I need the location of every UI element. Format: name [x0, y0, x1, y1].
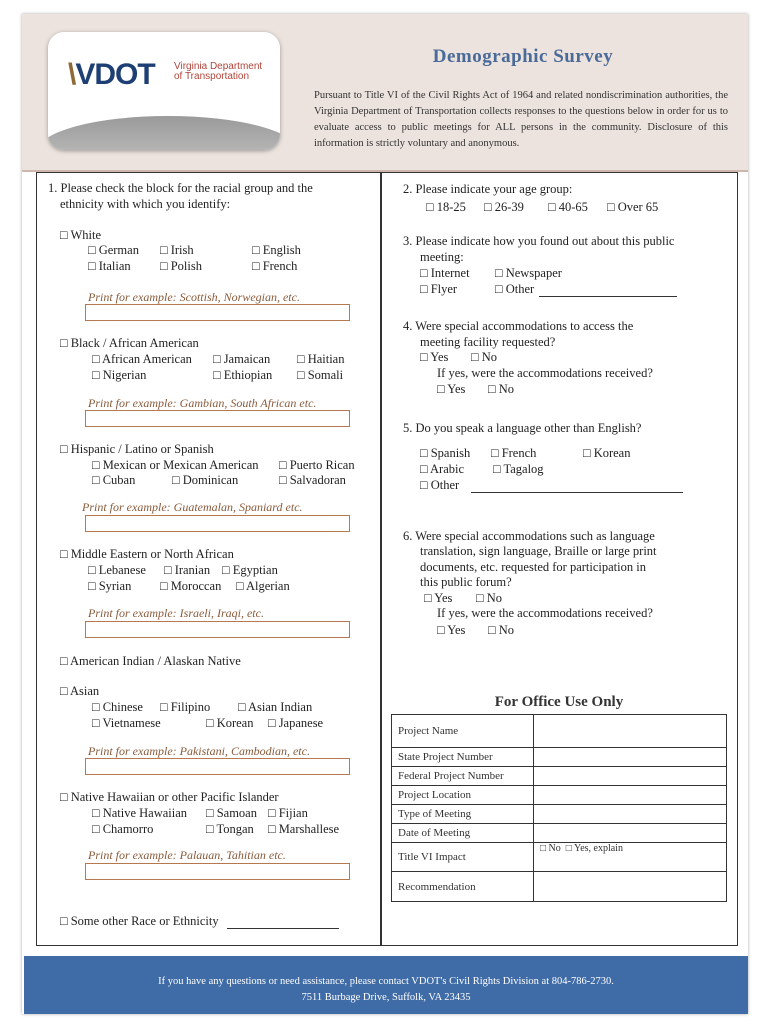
source-newspaper[interactable]: □ Newspaper	[495, 266, 562, 280]
age-18-25[interactable]: □ 18-25	[426, 200, 466, 214]
hispanic-example-label: Print for example: Guatemalan, Spaniard etc.	[82, 500, 303, 514]
checkbox-icon: □	[88, 243, 96, 257]
checkbox-icon: □	[279, 458, 287, 472]
federal-project-number-field[interactable]	[534, 767, 727, 786]
project-name-field[interactable]	[534, 715, 727, 748]
checkbox-icon: □	[420, 266, 428, 280]
checkbox-icon: □	[160, 700, 168, 714]
q4-followup-no[interactable]: □ No	[488, 382, 514, 396]
race-pacific-checkbox[interactable]: □ Native Hawaiian or other Pacific Islander	[60, 790, 279, 804]
hispanic-example-field[interactable]	[85, 515, 350, 532]
opt-vietnamese[interactable]: □ Vietnamese	[92, 716, 161, 730]
project-location-field[interactable]	[534, 786, 727, 805]
recommendation-field[interactable]	[534, 872, 727, 902]
opt-chamorro[interactable]: □ Chamorro	[92, 822, 154, 836]
checkbox-icon: □	[92, 458, 100, 472]
q4-text-line1: 4. Were special accommodations to access the	[403, 319, 634, 333]
office-row-label: Date of Meeting	[392, 824, 534, 843]
opt-cuban[interactable]: □ Cuban	[92, 473, 136, 487]
q3-text-line2: meeting:	[420, 250, 464, 264]
opt-algerian[interactable]: □ Algerian	[236, 579, 290, 593]
checkbox-icon: □	[92, 822, 100, 836]
lang-french[interactable]: □ French	[491, 446, 537, 460]
opt-haitian[interactable]: □ Haitian	[297, 352, 345, 366]
q6-yes[interactable]: □ Yes	[424, 591, 453, 605]
checkbox-icon: □	[92, 368, 100, 382]
q5-text: 5. Do you speak a language other than English?	[403, 421, 642, 435]
mena-example-label: Print for example: Israeli, Iraqi, etc.	[88, 606, 264, 620]
q3-text-line1: 3. Please indicate how you found out about this public	[403, 234, 675, 248]
asian-example-field[interactable]	[85, 758, 350, 775]
checkbox-icon: □	[60, 442, 68, 456]
office-use-table	[391, 714, 727, 902]
checkbox-icon: □	[476, 591, 484, 605]
race-white-checkbox[interactable]	[60, 228, 101, 243]
checkbox-icon: □	[206, 822, 214, 836]
office-row-label: Federal Project Number	[392, 767, 534, 786]
opt-marshallese[interactable]: □ Marshallese	[268, 822, 340, 836]
q6-followup-yes[interactable]: □ Yes	[437, 623, 466, 637]
checkbox-icon: □	[252, 243, 260, 257]
opt-japanese[interactable]: □ Japanese	[268, 716, 324, 730]
opt-syrian[interactable]: □ Syrian	[88, 579, 132, 593]
checkbox-icon: □	[484, 200, 492, 214]
checkbox-icon: □	[540, 843, 547, 854]
checkbox-icon: □	[437, 623, 445, 637]
q4-text-line2: meeting facility requested?	[420, 335, 556, 349]
checkbox-icon: □	[88, 579, 96, 593]
lang-arabic[interactable]: □ Arabic	[420, 462, 465, 476]
opt-moroccan[interactable]: □ Moroccan	[160, 579, 222, 593]
opt-korean[interactable]: □ Korean	[206, 716, 254, 730]
opt-filipino[interactable]: □ Filipino	[160, 700, 211, 714]
checkbox-icon: □	[548, 200, 556, 214]
age-40-65[interactable]: □ 40-65	[548, 200, 588, 214]
office-use-title: For Office Use Only	[494, 694, 624, 710]
checkbox-icon: □	[471, 350, 479, 364]
checkbox-icon: □	[160, 579, 168, 593]
q4-yes[interactable]: □ Yes	[420, 350, 449, 364]
checkbox-icon: □	[491, 446, 499, 460]
race-american-indian-checkbox[interactable]: □ American Indian / Alaskan Native	[60, 654, 241, 668]
lang-korean[interactable]: □ Korean	[583, 446, 631, 460]
office-row-label: Project Location	[392, 786, 534, 805]
checkbox-icon: □	[164, 563, 172, 577]
checkbox-icon: □	[60, 914, 68, 928]
q6-text-line4: this public forum?	[420, 575, 512, 589]
checkbox-icon: □	[222, 563, 230, 577]
title-vi-impact-field[interactable]	[534, 843, 727, 872]
checkbox-icon: □	[279, 473, 287, 487]
opt-native-hawaiian[interactable]: □ Native Hawaiian	[92, 806, 188, 820]
checkbox-icon: □	[60, 547, 68, 561]
checkbox-icon: □	[60, 684, 68, 698]
q6-followup-text: If yes, were the accommodations received?	[437, 606, 653, 620]
checkbox-icon: □	[92, 806, 100, 820]
checkbox-icon: □	[583, 446, 591, 460]
checkbox-icon: □	[488, 382, 496, 396]
opt-salvadoran[interactable]: □ Salvadoran	[279, 473, 346, 487]
opt-tongan[interactable]: □ Tongan	[206, 822, 254, 836]
race-hispanic-checkbox[interactable]: □ Hispanic / Latino or Spanish	[60, 442, 214, 456]
checkbox-icon: □	[488, 623, 496, 637]
q6-followup-no[interactable]: □ No	[488, 623, 514, 637]
opt-asian-indian[interactable]: □ Asian Indian	[238, 700, 313, 714]
type-of-meeting-field[interactable]	[534, 805, 727, 824]
opt-dominican[interactable]: □ Dominican	[172, 473, 239, 487]
lang-spanish[interactable]: □ Spanish	[420, 446, 471, 460]
white-example-field[interactable]	[85, 304, 350, 321]
opt-italian[interactable]: □ Italian	[88, 259, 131, 273]
logo-text: \VDOT	[68, 58, 155, 91]
source-other-field[interactable]	[539, 296, 677, 297]
checkbox-icon: □	[495, 282, 503, 296]
checkbox-icon: □	[252, 259, 260, 273]
office-row-label: State Project Number	[392, 748, 534, 767]
checkbox-icon: □	[420, 446, 428, 460]
checkbox-icon: □	[60, 228, 68, 242]
checkbox-icon: □	[424, 591, 432, 605]
opt-french[interactable]: □ French	[252, 259, 298, 273]
checkbox-icon: □	[92, 716, 100, 730]
opt-samoan[interactable]: □ Samoan	[206, 806, 257, 820]
age-over-65[interactable]: □ Over 65	[607, 200, 659, 214]
source-other[interactable]: □ Other	[495, 282, 535, 296]
impact-yes-option[interactable]: Yes, explain	[573, 843, 623, 854]
footer-address-text: 7511 Burbage Drive, Suffolk, VA 23435	[301, 992, 471, 1003]
checkbox-icon: □	[213, 368, 221, 382]
opt-african-american[interactable]: □ African American	[92, 352, 192, 366]
checkbox-icon: □	[297, 368, 305, 382]
q2-text: 2. Please indicate your age group:	[403, 182, 573, 196]
checkbox-icon: □	[92, 473, 100, 487]
checkbox-icon: □	[60, 336, 68, 350]
race-mena-checkbox[interactable]: □ Middle Eastern or North African	[60, 547, 234, 561]
opt-iranian[interactable]: □ Iranian	[164, 563, 211, 577]
asian-example-label: Print for example: Pakistani, Cambodian, etc.	[88, 744, 310, 758]
q4-followup-yes[interactable]: □ Yes	[437, 382, 466, 396]
checkbox-icon: □	[92, 352, 100, 366]
checkbox-icon: □	[268, 716, 276, 730]
checkbox-icon: □	[160, 243, 168, 257]
impact-no-option[interactable]: No	[548, 843, 561, 854]
date-of-meeting-field[interactable]	[534, 824, 727, 843]
race-black-checkbox[interactable]: □ Black / African American	[60, 336, 199, 350]
checkbox-icon: □	[92, 700, 100, 714]
mena-example-field[interactable]	[85, 621, 350, 638]
checkbox-icon: □	[236, 579, 244, 593]
opt-chinese[interactable]: □ Chinese	[92, 700, 143, 714]
black-example-field[interactable]	[85, 410, 350, 427]
opt-fijian[interactable]: □ Fijian	[268, 806, 308, 820]
checkbox-icon: □	[420, 462, 428, 476]
checkbox-icon: □	[213, 352, 221, 366]
checkbox-icon: □	[493, 462, 501, 476]
race-other-checkbox[interactable]: □ Some other Race or Ethnicity	[60, 914, 219, 928]
q4-no[interactable]: □ No	[471, 350, 497, 364]
q6-text-line1: 6. Were special accommodations such as language	[403, 529, 655, 543]
race-other-field[interactable]	[227, 928, 339, 929]
checkbox-icon: □	[268, 822, 276, 836]
office-row-label: Recommendation	[392, 872, 534, 902]
checkbox-icon: □	[268, 806, 276, 820]
page-title: Demographic Survey	[432, 46, 614, 67]
lang-other-field[interactable]	[471, 492, 683, 493]
opt-german[interactable]: □ German	[88, 243, 139, 257]
checkbox-icon: □	[565, 843, 572, 854]
checkbox-icon: □	[420, 478, 428, 492]
source-flyer[interactable]: □ Flyer	[420, 282, 458, 296]
opt-egyptian[interactable]: □ Egyptian	[222, 563, 278, 577]
column-divider	[380, 172, 382, 946]
checkbox-icon: □	[206, 806, 214, 820]
race-asian-checkbox[interactable]: □ Asian	[60, 684, 100, 698]
logo-subtitle: Virginia Department of Transportation	[174, 61, 263, 82]
opt-lebanese[interactable]: □ Lebanese	[88, 563, 146, 577]
checkbox-icon: □	[60, 654, 68, 668]
checkbox-icon: □	[495, 266, 503, 280]
q1-text-line2: ethnicity with which you identify:	[60, 197, 231, 211]
opt-ethiopian[interactable]: □ Ethiopian	[213, 368, 273, 382]
checkbox-icon: □	[206, 716, 214, 730]
q1-text-line1: 1. Please check the block for the racial group and the	[48, 181, 313, 195]
checkbox-icon: □	[437, 382, 445, 396]
opt-polish[interactable]: □ Polish	[160, 259, 202, 273]
vdot-logo	[48, 32, 280, 150]
checkbox-icon: □	[238, 700, 246, 714]
office-row-label: Type of Meeting	[392, 805, 534, 824]
white-example-label: Print for example: Scottish, Norwegian, etc.	[88, 290, 300, 304]
checkbox-icon: □	[420, 350, 428, 364]
lang-other[interactable]: □ Other	[420, 478, 460, 492]
state-project-number-field[interactable]	[534, 748, 727, 767]
opt-jamaican[interactable]: □ Jamaican	[213, 352, 271, 366]
checkbox-icon: □	[60, 790, 68, 804]
checkbox-icon: □	[297, 352, 305, 366]
office-row-label: Project Name	[392, 715, 534, 748]
q6-text-line3: documents, etc. requested for participation in	[420, 560, 646, 574]
pacific-example-field[interactable]	[85, 863, 350, 880]
race-white-label: White	[70, 228, 102, 242]
opt-irish[interactable]: □ Irish	[160, 243, 194, 257]
black-example-label: Print for example: Gambian, South African etc.	[88, 396, 317, 410]
q6-text-line2: translation, sign language, Braille or large print	[420, 544, 657, 558]
q6-no[interactable]: □ No	[476, 591, 502, 605]
checkbox-icon: □	[420, 282, 428, 296]
checkbox-icon: □	[426, 200, 434, 214]
checkbox-icon: □	[88, 563, 96, 577]
office-row-label: Title VI Impact	[392, 843, 534, 872]
opt-nigerian[interactable]: □ Nigerian	[92, 368, 147, 382]
checkbox-icon: □	[160, 259, 168, 273]
footer-contact-text: If you have any questions or need assistance, please contact VDOT's Civil Rights Division at 804-786-2730.	[158, 976, 614, 987]
checkbox-icon: □	[88, 259, 96, 273]
q4-followup-text: If yes, were the accommodations received?	[437, 366, 653, 380]
lang-tagalog[interactable]: □ Tagalog	[493, 462, 544, 476]
logo-swoosh	[48, 116, 280, 150]
opt-english[interactable]: □ English	[252, 243, 301, 257]
pacific-example-label: Print for example: Palauan, Tahitian etc.	[88, 848, 286, 862]
source-internet[interactable]: □ Internet	[420, 266, 470, 280]
intro-paragraph: Pursuant to Title VI of the Civil Rights Act of 1964 and related nondiscrimination authorities, the Virginia Department of Transportation collects responses to the questions below in order for us to evaluate access to public meetings for ALL persons in the community. Disclosure of this information is strictly voluntary and anonymous.	[314, 90, 728, 149]
checkbox-icon: □	[172, 473, 180, 487]
opt-puerto-rican[interactable]: □ Puerto Rican	[279, 458, 355, 472]
opt-somali[interactable]: □ Somali	[297, 368, 344, 382]
age-26-39[interactable]: □ 26-39	[484, 200, 524, 214]
checkbox-icon: □	[607, 200, 615, 214]
opt-mexican[interactable]: □ Mexican or Mexican American	[92, 458, 259, 472]
